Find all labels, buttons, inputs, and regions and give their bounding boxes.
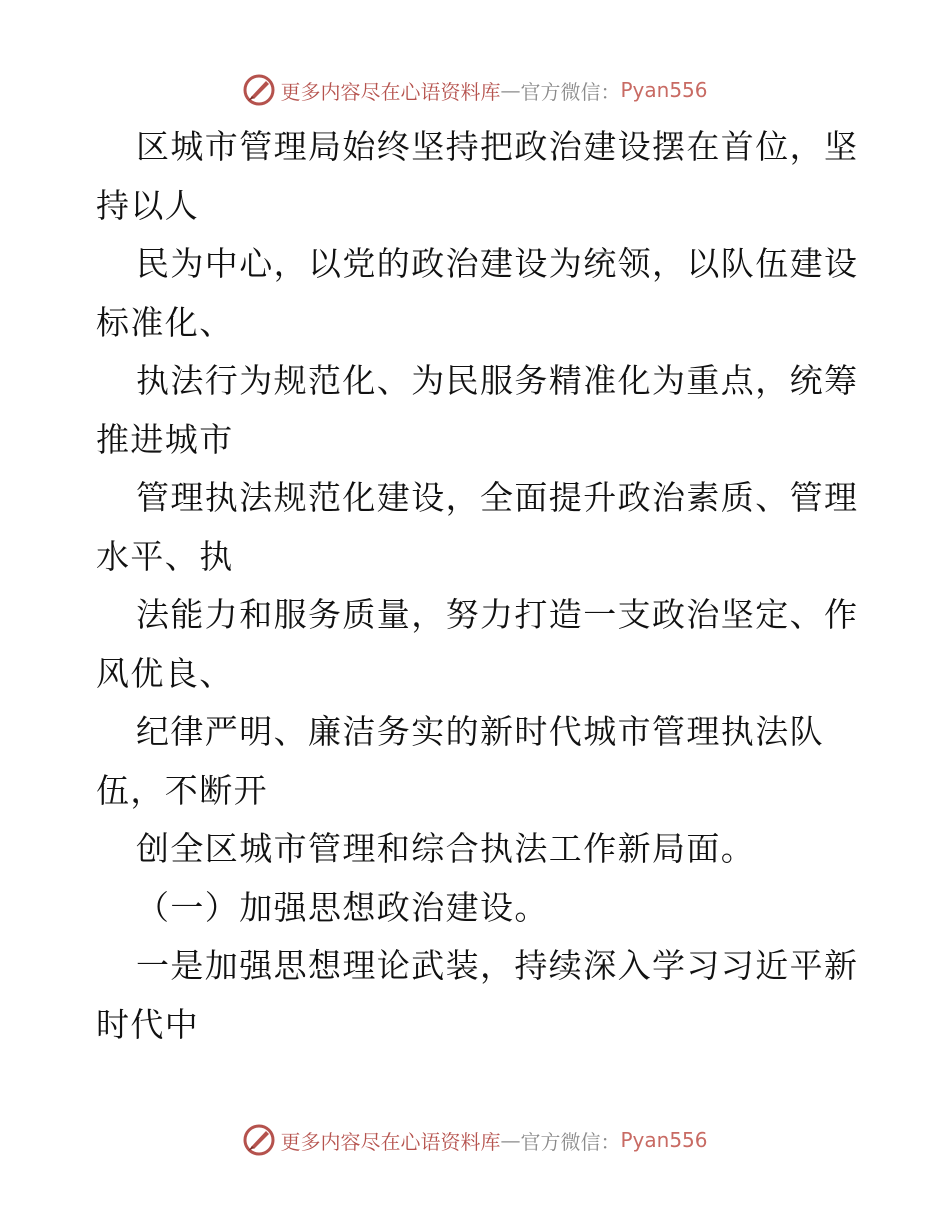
text-line: 民为中心，以党的政治建设为统领，以队伍建设 — [136, 244, 859, 283]
banner-text: 更多内容尽在心语资料库 — [280, 79, 501, 104]
banner-wechat-id: Pyan556 — [620, 78, 708, 102]
banner-wechat-id: Pyan556 — [620, 1128, 708, 1152]
banner-text: 更多内容尽在心语资料库 — [280, 1129, 501, 1154]
text-line: 标准化、 — [96, 302, 234, 342]
banner-wechat-label: 官方微信： — [520, 1129, 621, 1154]
document-body — [96, 118, 859, 1054]
text-line: 时代中 — [96, 1004, 200, 1044]
quill-logo-icon — [242, 1123, 276, 1157]
banner-separator: — — [500, 78, 521, 102]
text-line: 法能力和服务质量，努力打造一支政治坚定、作 — [136, 595, 859, 634]
text-line: 管理执法规范化建设，全面提升政治素质、管理 — [136, 478, 859, 517]
footer-banner — [0, 1120, 950, 1160]
text-line: 执法行为规范化、为民服务精准化为重点，统筹 — [136, 361, 859, 400]
text-line: 推进城市 — [96, 419, 234, 459]
header-banner — [0, 70, 950, 110]
text-line: 伍，不断开 — [96, 770, 268, 810]
section-heading: （一）加强思想政治建设。 — [136, 887, 549, 927]
banner-separator: — — [500, 1128, 521, 1152]
text-line: 风优良、 — [96, 653, 234, 693]
text-line: 一是加强思想理论武装，持续深入学习习近平新 — [136, 946, 859, 985]
text-line: 持以人 — [96, 185, 200, 225]
text-line: 水平、执 — [96, 536, 234, 576]
text-line: 纪律严明、廉洁务实的新时代城市管理执法队 — [136, 712, 824, 751]
quill-logo-icon — [242, 73, 276, 107]
text-line: 区城市管理局始终坚持把政治建设摆在首位，坚 — [136, 127, 859, 166]
banner-wechat-label: 官方微信： — [520, 79, 621, 104]
text-line: 创全区城市管理和综合执法工作新局面。 — [136, 829, 756, 868]
